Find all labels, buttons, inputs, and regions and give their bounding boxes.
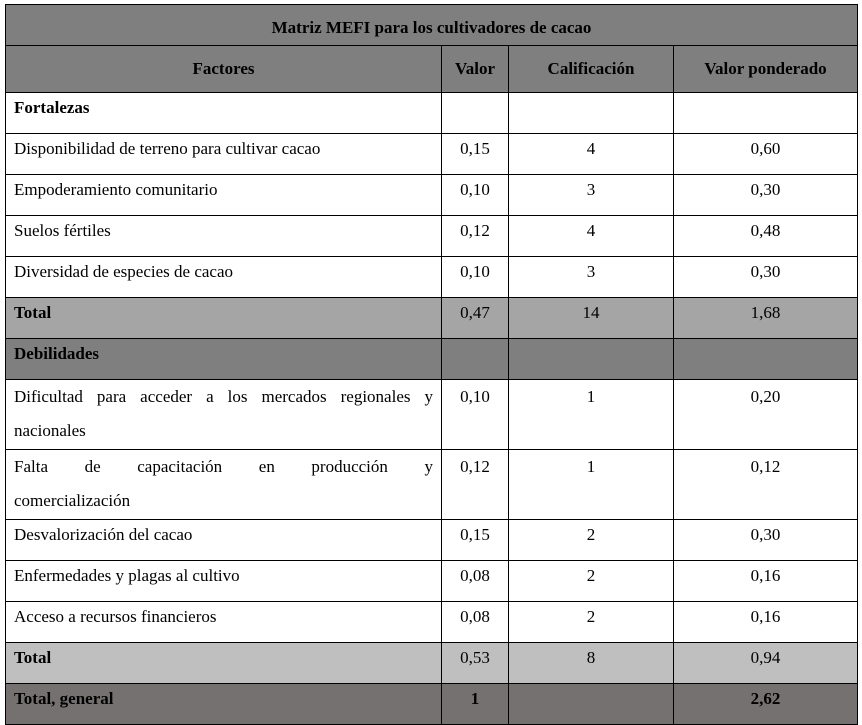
valor-cell: 0,12 [442, 216, 509, 257]
calificacion-cell: 4 [509, 134, 674, 175]
table-row [6, 602, 858, 643]
grand-total-row [6, 684, 858, 725]
calificacion-cell: 3 [509, 175, 674, 216]
factor-cell: Desvalorización del cacao [6, 520, 442, 561]
table-row [6, 257, 858, 298]
table-row [6, 561, 858, 602]
section-row-debilidades [6, 339, 858, 380]
valor-cell: 0,08 [442, 602, 509, 643]
empty-cell [674, 339, 858, 380]
ponderado-cell: 0,30 [674, 175, 858, 216]
factor-cell: Empoderamiento comunitario [6, 175, 442, 216]
ponderado-cell: 0,16 [674, 602, 858, 643]
total-calificacion: 8 [509, 643, 674, 684]
empty-cell [442, 93, 509, 134]
column-header-row [6, 46, 858, 93]
valor-cell: 0,12 [442, 450, 509, 520]
valor-cell: 0,10 [442, 380, 509, 450]
grand-total-label: Total, general [6, 684, 442, 725]
valor-cell: 0,15 [442, 134, 509, 175]
empty-cell [442, 339, 509, 380]
factor-cell: Suelos fértiles [6, 216, 442, 257]
section-row-fortalezas [6, 93, 858, 134]
valor-cell: 0,10 [442, 257, 509, 298]
valor-cell: 0,15 [442, 520, 509, 561]
ponderado-cell: 0,30 [674, 257, 858, 298]
factor-cell: Diversidad de especies de cacao [6, 257, 442, 298]
total-row-fortalezas [6, 298, 858, 339]
factor-cell: Enfermedades y plagas al cultivo [6, 561, 442, 602]
empty-cell [509, 339, 674, 380]
calificacion-cell: 4 [509, 216, 674, 257]
grand-total-ponderado: 2,62 [674, 684, 858, 725]
factor-cell: Dificultad para acceder a los mercados regionales y nacionales [6, 380, 442, 450]
header-factores: Factores [6, 46, 442, 93]
ponderado-cell: 0,30 [674, 520, 858, 561]
calificacion-cell: 2 [509, 561, 674, 602]
calificacion-cell: 2 [509, 520, 674, 561]
ponderado-cell: 0,48 [674, 216, 858, 257]
empty-cell [509, 93, 674, 134]
factor-cell: Falta de capacitación en producción y comercialización [6, 450, 442, 520]
grand-total-valor: 1 [442, 684, 509, 725]
valor-cell: 0,10 [442, 175, 509, 216]
factor-cell: Acceso a recursos financieros [6, 602, 442, 643]
ponderado-cell: 0,20 [674, 380, 858, 450]
ponderado-cell: 0,60 [674, 134, 858, 175]
total-label: Total [6, 298, 442, 339]
calificacion-cell: 1 [509, 450, 674, 520]
calificacion-cell: 1 [509, 380, 674, 450]
table-row [6, 450, 858, 520]
valor-cell: 0,08 [442, 561, 509, 602]
total-valor: 0,47 [442, 298, 509, 339]
total-ponderado: 0,94 [674, 643, 858, 684]
table-title-row [6, 5, 858, 46]
table-row [6, 175, 858, 216]
empty-cell [674, 93, 858, 134]
table-row [6, 134, 858, 175]
header-valor: Valor [442, 46, 509, 93]
header-valor-ponderado: Valor ponderado [674, 46, 858, 93]
calificacion-cell: 3 [509, 257, 674, 298]
total-row-debilidades [6, 643, 858, 684]
mefi-matrix-table [5, 4, 858, 725]
table-row [6, 520, 858, 561]
total-ponderado: 1,68 [674, 298, 858, 339]
total-calificacion: 14 [509, 298, 674, 339]
header-calificacion: Calificación [509, 46, 674, 93]
total-label: Total [6, 643, 442, 684]
factor-cell: Disponibilidad de terreno para cultivar cacao [6, 134, 442, 175]
calificacion-cell: 2 [509, 602, 674, 643]
ponderado-cell: 0,12 [674, 450, 858, 520]
table-row [6, 216, 858, 257]
ponderado-cell: 0,16 [674, 561, 858, 602]
table-row [6, 380, 858, 450]
section-label: Debilidades [6, 339, 442, 380]
section-label: Fortalezas [6, 93, 442, 134]
total-valor: 0,53 [442, 643, 509, 684]
table-title: Matriz MEFI para los cultivadores de cacao [6, 5, 858, 46]
grand-total-calificacion [509, 684, 674, 725]
